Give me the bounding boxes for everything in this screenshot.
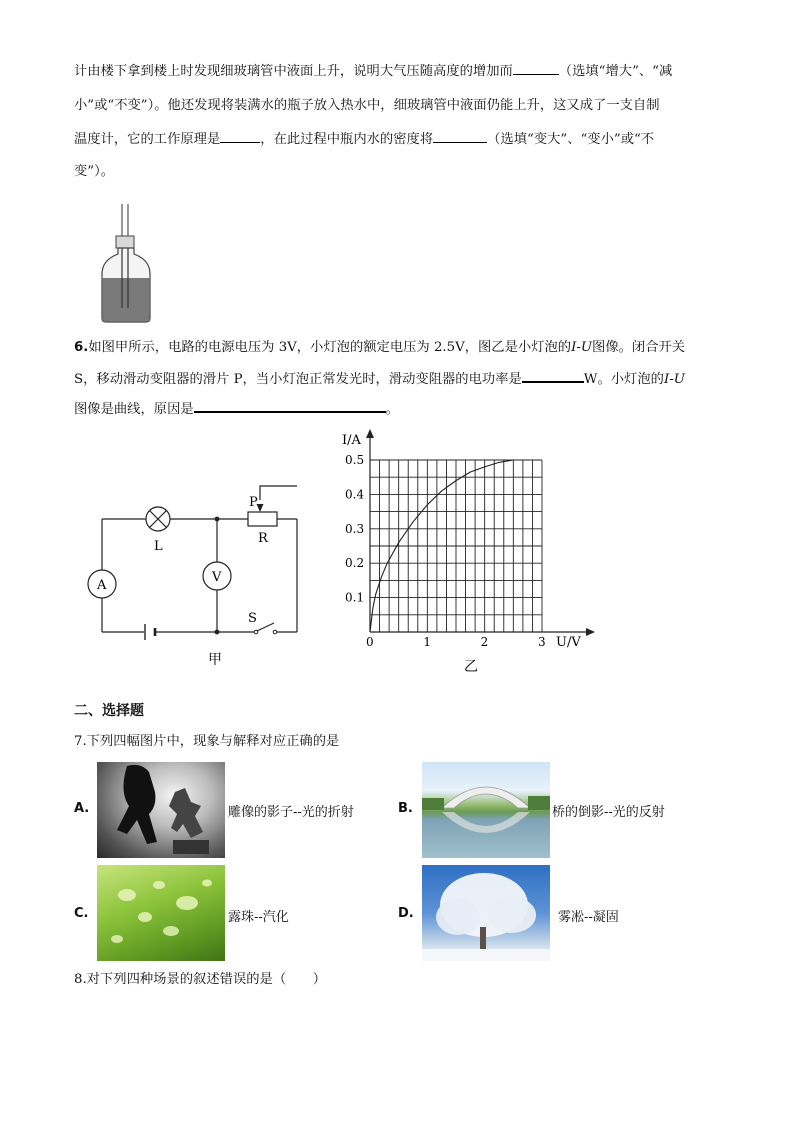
circuit-caption: 甲 [208, 652, 222, 668]
q8-stem: 8.对下列四种场景的叙述错误的是（ ） [74, 972, 327, 987]
x-tick-label: 3 [538, 635, 546, 649]
y-tick-label: 0.2 [345, 556, 365, 571]
y-axis-arrow [366, 429, 374, 438]
y-tick-label: 0.1 [345, 590, 365, 605]
x-tick-label: 1 [423, 635, 431, 649]
q6-line-2: S，移动滑动变阻器的滑片 P，当小灯泡正常发光时，滑动变阻器的电功率是 W。小灯泡的I-U [74, 364, 720, 396]
option-a-letter[interactable]: A. [74, 801, 90, 816]
q6-line-3: 图像是曲线，原因是 。 [74, 394, 720, 426]
option-d-letter[interactable]: D. [398, 906, 414, 921]
lamp-label: L [154, 539, 163, 554]
answer-blank[interactable] [220, 128, 260, 143]
rime-tree-photo [422, 865, 550, 961]
dewdrops-photo [97, 865, 225, 961]
voltmeter-label: V [212, 570, 222, 585]
answer-blank[interactable] [194, 397, 386, 413]
y-tick-label: 0.4 [345, 487, 365, 502]
x-tick-label: 0 [366, 635, 374, 649]
chart-ticks [345, 453, 546, 649]
q5-line-4: 变”）。 [74, 164, 115, 179]
answer-blank[interactable] [522, 367, 584, 383]
chart-grid [370, 460, 542, 632]
junction-dot [215, 517, 220, 522]
section-title: 二、选择题 [74, 703, 144, 719]
battery-symbol [145, 624, 155, 640]
option-c-text: 露珠--汽化 [228, 910, 289, 925]
lamp-symbol [146, 507, 170, 531]
switch-symbol [254, 623, 277, 634]
y-tick-label: 0.3 [345, 521, 365, 536]
q5-line-2: 小”或“不变”）。他还发现将装满水的瓶子放入热水中，细玻璃管中液面仍能上升，这又成了一支自制 [74, 98, 660, 113]
answer-blank[interactable] [433, 128, 487, 143]
ammeter-label: A [97, 578, 107, 593]
switch-label: S [248, 611, 257, 626]
q5-line-1: 计由楼下拿到楼上时发现细玻璃管中液面上升，说明大气压随高度的增加而 （选填“增大”、“减 [74, 56, 720, 88]
q6-line-1: 6.如图甲所示，电路的电源电压为 3V，小灯泡的额定电压为 2.5V，图乙是小灯泡的I-U图像。闭合开关 [74, 340, 686, 355]
chart-caption: 乙 [464, 659, 478, 675]
y-tick-label: 0.5 [345, 453, 365, 467]
q5-line-3: 温度计，它的工作原理是 ，在此过程中瓶内水的密度将 （选填“变大”、“变小”或“不 [74, 124, 720, 156]
option-a-text: 雕像的影子--光的折射 [228, 805, 354, 820]
option-c-letter[interactable]: C. [74, 906, 89, 921]
iu-chart [330, 424, 610, 676]
resistor-label: R [258, 531, 268, 546]
option-b-letter[interactable]: B. [398, 801, 413, 816]
y-axis-label: I/A [342, 433, 361, 448]
bottle-figure [96, 204, 156, 326]
junction-dot [215, 630, 220, 635]
statue-shadow-photo [97, 762, 225, 858]
x-axis-label: U/V [556, 635, 581, 650]
option-d-text: 雾凇--凝固 [558, 910, 619, 925]
option-b-text: 桥的倒影--光的反射 [552, 805, 665, 820]
slider-label: P [249, 495, 258, 510]
circuit-diagram [80, 476, 310, 676]
x-tick-label: 2 [480, 635, 489, 649]
bridge-reflection-photo [422, 762, 550, 858]
answer-blank[interactable] [513, 60, 559, 75]
q7-stem: 7.下列四幅图片中，现象与解释对应正确的是 [74, 734, 340, 749]
x-axis-arrow [586, 628, 595, 636]
